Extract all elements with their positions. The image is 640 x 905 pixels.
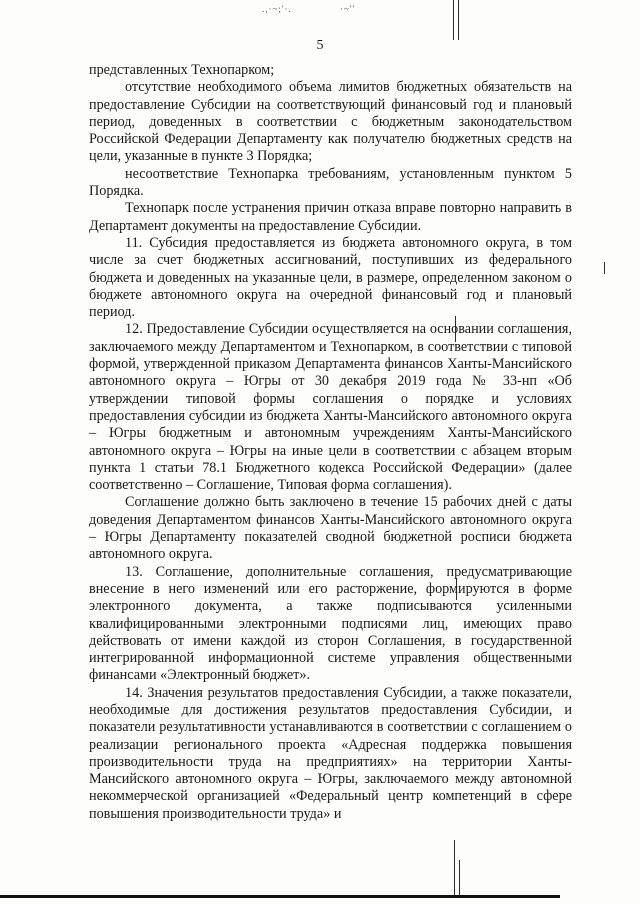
paragraph: 11. Субсидия предоставляется из бюджета автономного округа, в том числе за счет бюджетных ассигнований, поступивших из федерального бюджета и доведенных на указанные цели, в размере, определенном законом о бюджете автономного округа на очередной финансовый год и плановый период. (89, 234, 572, 321)
paragraph: Соглашение должно быть заключено в течение 15 рабочих дней с даты доведения Департаментом финансов Ханты-Мансийского автономного округа – Югры Департаменту показателей сводной бюджетной росписи бюджета автономного округа. (89, 494, 572, 563)
paragraph: несоответствие Технопарка требованиям, установленным пунктом 5 Порядка. (89, 165, 572, 200)
paragraph: отсутствие необходимого объема лимитов бюджетных обязательств на предоставление Субсидии на соответствующий финансовый год и плановый период, доведенных в соответствии с бюджетным законодательством Российской Федерации Департаменту как получателю бюджетных средств на цели, указанные в пункте 3 Порядка; (89, 79, 572, 165)
paragraph: Технопарк после устранения причин отказа вправе повторно направить в Департамент документы на предоставление Субсидии. (89, 200, 572, 234)
paragraph: 13. Соглашение, дополнительные соглашения, предусматривающие внесение в него изменений или его расторжение, формируются в форме электронного документа, а также подписываются усиленными квалифицированными электронными подписями лиц, имеющих право действовать от имени каждой из сторон Соглашения, в государственной интегрированной информационной системе управления общественными финансами «Электронный бюджет». (89, 563, 572, 684)
document-body (89, 62, 572, 823)
paragraph: представленных Технопарком; (89, 62, 275, 78)
scan-artifact: ·~'' (340, 4, 356, 14)
scan-line (458, 0, 459, 40)
scan-edge (0, 895, 560, 898)
paragraph: 14. Значения результатов предоставления Субсидии, а также показатели, необходимые для достижения результатов предоставления Субсидии, и показатели результативности устанавливаются в соответствии с соглашением о реализации регионального проекта «Адресная поддержка повышения производительности труда на предприятиях» на территории Ханты-Мансийского автономного округа – Югры, заключаемого между автономной некоммерческой организацией «Федеральный центр компетенций в сфере повышения производительности труда» и (89, 684, 572, 822)
scan-line (459, 860, 460, 895)
paragraph: 12. Предоставление Субсидии осуществляется на основании соглашения, заключаемого между Департаментом и Технопарком, в соответствии с типовой формой, утвержденной приказом Департамента финансов Ханты-Мансийского автономного округа – Югры от 30 декабря 2019 года № 33-нп «Об утверждении типовой формы соглашения о порядке и условиях предоставления субсидии из бюджета Ханты-Мансийского автономного округа – Югры бюджетным и автономным учреждениям Ханты-Мансийского автономного округа – Югры на иные цели в соответствии с абзацем вторым пункта 1 статьи 78.1 Бюджетного кодекса Российской Федерации» (далее соответственно – Соглашение, Типовая форма соглашения). (89, 321, 572, 494)
scan-line (453, 0, 454, 40)
scan-artifact: .,·~;'·. (262, 4, 292, 14)
scan-line (454, 840, 455, 895)
page-number: 5 (316, 38, 324, 53)
scan-mark (604, 262, 605, 274)
